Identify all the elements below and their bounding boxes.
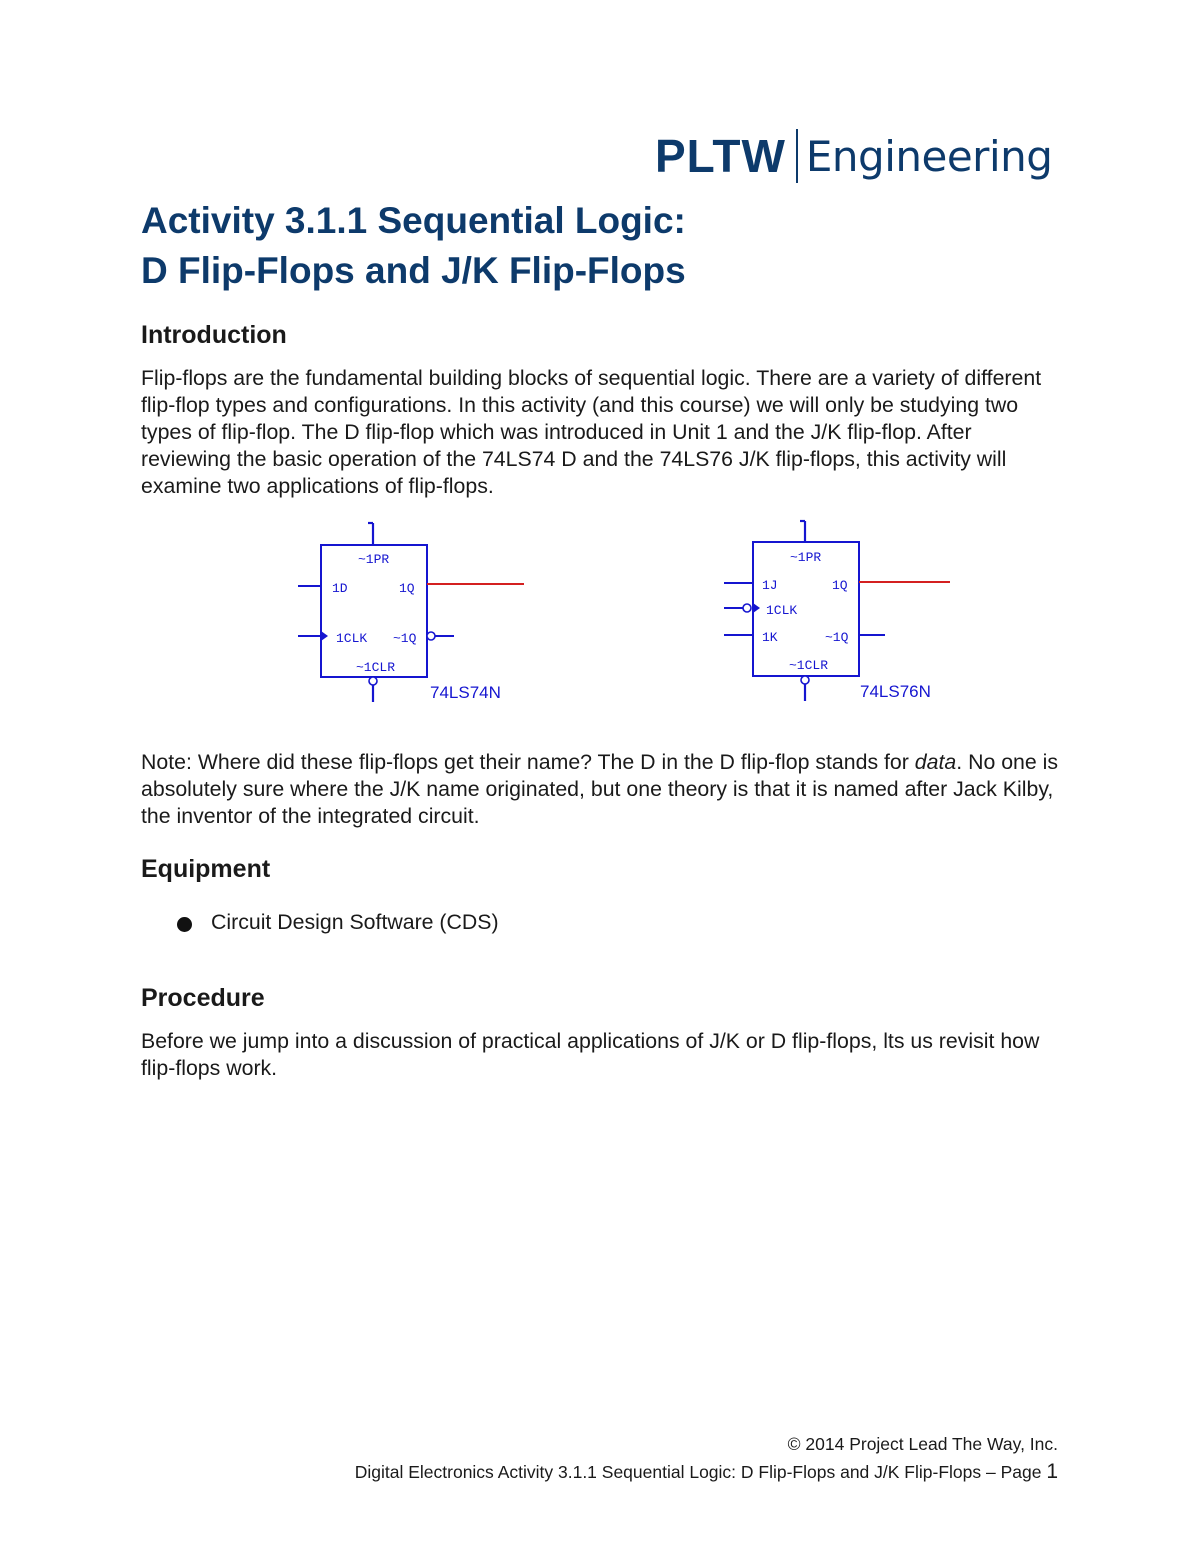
jk-flipflop-symbol: [724, 521, 950, 701]
jk-qbar-label: ~1Q: [825, 630, 849, 645]
d-part-number: 74LS74N: [430, 683, 501, 702]
logo-mark: PLTW: [655, 130, 786, 182]
jk-clr-label: ~1CLR: [789, 658, 829, 673]
d-qbar-label: ~1Q: [393, 631, 417, 646]
equipment-list-item: [177, 910, 499, 935]
jk-q-label: 1Q: [832, 578, 848, 593]
jk-clk-label: 1CLK: [766, 603, 798, 618]
flip-flop-diagrams: [280, 515, 980, 705]
equipment-heading: Equipment: [141, 855, 271, 883]
page-title: [141, 196, 1091, 296]
d-d-label: 1D: [332, 581, 348, 596]
d-pr-label: ~1PR: [358, 552, 390, 567]
d-q-label: 1Q: [399, 581, 415, 596]
footer-page-number: 1: [1046, 1460, 1058, 1483]
procedure-heading: Procedure: [141, 984, 265, 1012]
jk-j-label: 1J: [762, 578, 778, 593]
jk-part-number: 74LS76N: [860, 682, 931, 701]
jk-pr-label: ~1PR: [790, 550, 822, 565]
logo-divider: [796, 129, 798, 183]
note-text-after: . No one is absolutely sure where the J/K name originated, but one theory is that it is named after Jack Kilby, the inventor of the integrated circuit.: [141, 750, 1059, 828]
d-flipflop-symbol: [298, 523, 524, 702]
note-paragraph: [141, 749, 1061, 830]
introduction-heading: Introduction: [141, 321, 287, 349]
note-text-before: Note: Where did these flip-flops get their name? The D in the D flip-flop stands for: [141, 750, 915, 774]
logo-word: Engineering: [805, 131, 1053, 181]
pltw-engineering-logo: [655, 126, 1052, 186]
note-emphasis: data: [914, 750, 957, 774]
d-clk-label: 1CLK: [336, 631, 368, 646]
footer-doc-title: Digital Electronics Activity 3.1.1 Sequential Logic: D Flip-Flops and J/K Flip-Flops – Page: [354, 1462, 1047, 1482]
footer-document-line: [355, 1460, 1058, 1484]
bullet-icon: [177, 917, 192, 932]
footer-copyright: © 2014 Project Lead The Way, Inc.: [787, 1434, 1058, 1454]
procedure-paragraph: Before we jump into a discussion of practical applications of J/K or D flip-flops, lts us revisit how flip-flops work.: [141, 1029, 1040, 1080]
title-line-2: D Flip-Flops and J/K Flip-Flops: [141, 250, 686, 291]
equipment-item-label: Circuit Design Software (CDS): [211, 910, 499, 934]
title-line-1: Activity 3.1.1 Sequential Logic:: [141, 200, 686, 241]
introduction-paragraph: Flip-flops are the fundamental building blocks of sequential logic. There are a variety of different flip-flop types and configurations. In this activity (and this course) we will only be studying two types of flip-flop. The D flip-flop which was introduced in Unit 1 and the J/K flip-flop. After reviewing the basic operation of the 74LS74 D and the 74LS76 J/K flip-flops, this activity will examine two applications of flip-flops.: [141, 366, 1042, 498]
jk-k-label: 1K: [762, 630, 778, 645]
d-clr-label: ~1CLR: [356, 660, 396, 675]
